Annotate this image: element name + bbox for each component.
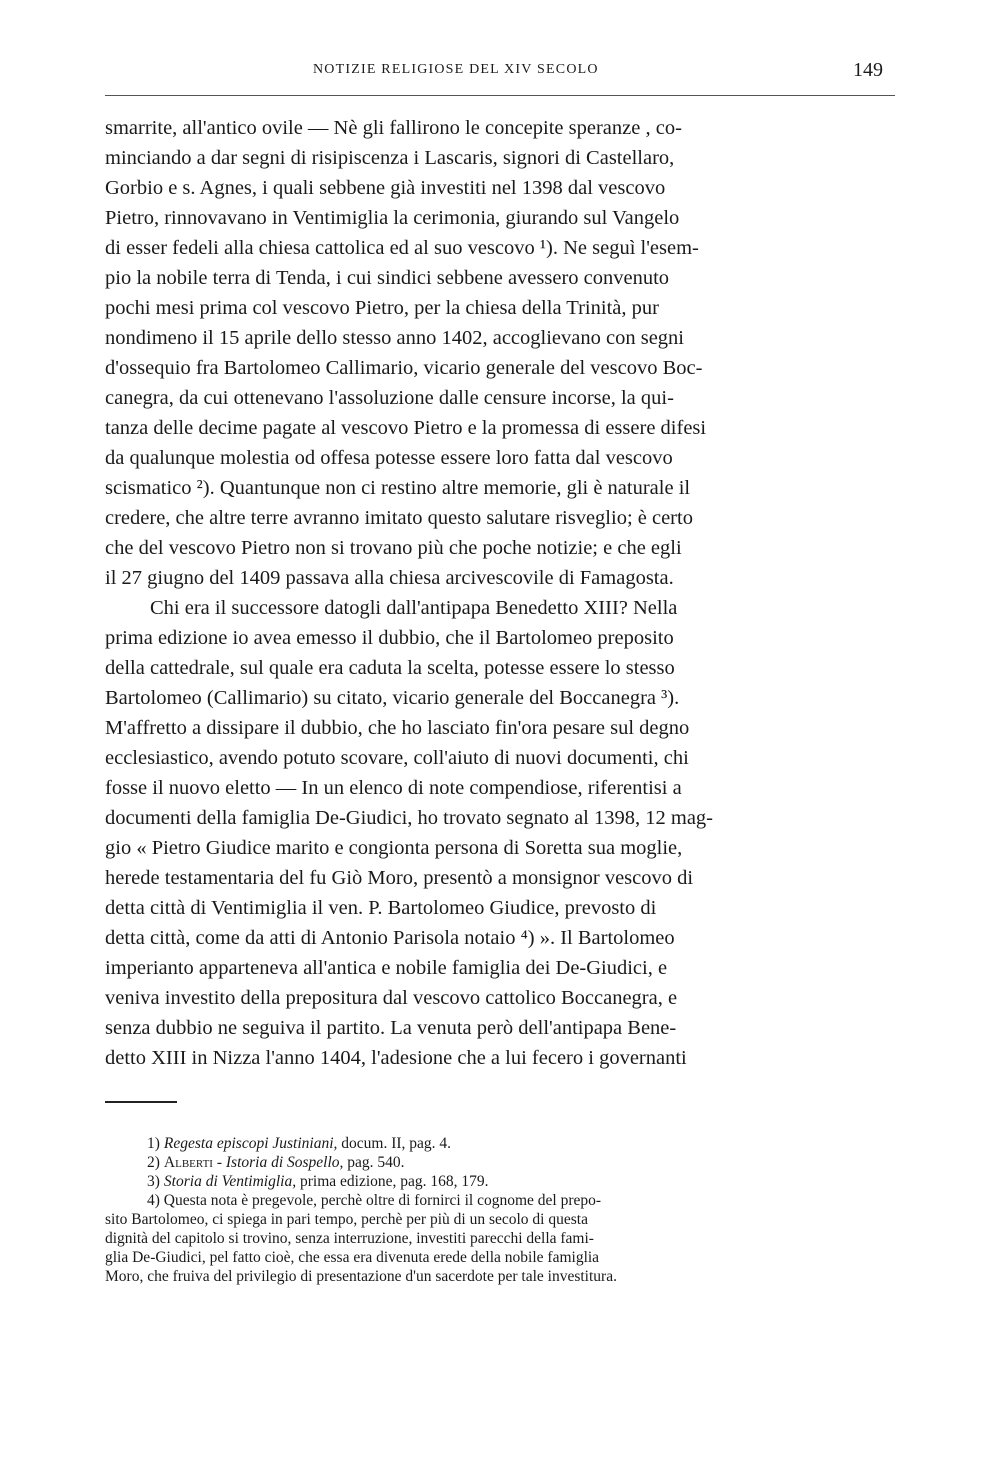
footnote-title: Istoria di Sospello, [225,1154,344,1171]
footnote-2 [105,1153,895,1172]
body-line: prima edizione io avea emesso il dubbio, che il Bartolomeo preposito [105,627,674,649]
body-line: credere, che altre terre avranno imitato questo salutare risveglio; è certo [105,507,693,529]
footnote-3 [105,1172,895,1191]
body-line: tanza delle decime pagate al vescovo Pietro e la promessa di essere difesi [105,417,707,439]
body-line: della cattedrale, sul quale era caduta la scelta, potesse essere lo stesso [105,657,675,679]
body-line: il 27 giugno del 1409 passava alla chiesa arcivescovile di Famagosta. [105,567,674,589]
footnote-separator [105,1101,177,1103]
body-line: veniva investito della prepositura dal vescovo cattolico Boccanegra, e [105,987,678,1009]
page-header [105,59,895,92]
body-line: smarrite, all'antico ovile — Nè gli fallirono le concepite speranze , co- [105,117,682,139]
body-line: Bartolomeo (Callimario) su citato, vicario generale del Boccanegra ³). [105,687,680,709]
body-line: imperianto apparteneva all'antica e nobile famiglia dei De-Giudici, e [105,957,668,979]
body-line: fosse il nuovo eletto — In un elenco di note compendiose, riferentisi a [105,777,682,799]
paragraph-start-line: Chi era il successore datogli dall'antipapa Benedetto XIII? Nella [150,597,678,619]
page-number: 149 [853,59,883,81]
running-title: NOTIZIE RELIGIOSE DEL XIV SECOLO [313,62,599,77]
footnote-4-line: dignità del capitolo si trovino, senza interruzione, investiti parecchi della fami- [105,1230,594,1247]
body-line: herede testamentaria del fu Giò Moro, presentò a monsignor vescovo di [105,867,694,889]
footnote-4-line: 4) Questa nota è pregevole, perchè oltre di fornirci il cognome del prepo- [147,1192,602,1209]
body-line: detta città, come da atti di Antonio Parisola notaio ⁴) ». Il Bartolomeo [105,927,675,949]
body-line: pochi mesi prima col vescovo Pietro, per la chiesa della Trinità, pur [105,297,659,319]
body-line: documenti della famiglia De-Giudici, ho trovato segnato al 1398, 12 mag- [105,807,714,829]
body-line: gio « Pietro Giudice marito e congionta persona di Soretta sua moglie, [105,837,683,859]
footnote-separator-text: - [212,1154,226,1171]
body-line: minciando a dar segni di risipiscenza i Lascaris, signori di Castellaro, [105,147,675,169]
body-line: da qualunque molestia od offesa potesse essere loro fatta dal vescovo [105,447,673,469]
body-line: che del vescovo Pietro non si trovano più che poche notizie; e che egli [105,537,682,559]
body-line: canegra, da cui ottenevano l'assoluzione dalle censure incorse, la qui- [105,387,674,409]
footnote-4-line: Moro, che fruiva del privilegio di presentazione d'un sacerdote per tale investitura. [105,1268,617,1285]
body-line: di esser fedeli alla chiesa cattolica ed al suo vescovo ¹). Ne seguì l'esem- [105,237,699,259]
footnote-4-line: glia De-Giudici, pel fatto cioè, che essa era divenuta erede della nobile famiglia [105,1249,600,1266]
footnote-text: pag. 540. [343,1154,405,1171]
footnote-mark: 2) [147,1154,160,1171]
footnote-title: Regesta episcopi Justiniani, [163,1135,338,1152]
body-line: scismatico ²). Quantunque non ci restino altre memorie, gli è naturale il [105,477,691,499]
footnote-title: Storia di Ventimiglia, [163,1173,297,1190]
header-rule [105,95,895,96]
body-text [105,113,895,1073]
footnote-text: prima edizione, pag. 168, 179. [296,1173,489,1190]
body-line: ecclesiastico, avendo potuto scovare, coll'aiuto di nuovi documenti, chi [105,747,689,769]
body-line: Gorbio e s. Agnes, i quali sebbene già investiti nel 1398 dal vescovo [105,177,666,199]
footnote-mark: 1) [147,1135,160,1152]
footnote-author: Alberti [163,1154,213,1171]
footnotes [105,1134,895,1286]
body-line: d'ossequio fra Bartolomeo Callimario, vicario generale del vescovo Boc- [105,357,703,379]
footnote-4-line: sito Bartolomeo, ci spiega in pari tempo, perchè per più di un secolo di questa [105,1211,588,1228]
body-line: senza dubbio ne seguiva il partito. La venuta però dell'antipapa Bene- [105,1017,677,1039]
body-line: detta città di Ventimiglia il ven. P. Bartolomeo Giudice, prevosto di [105,897,657,919]
body-line: pio la nobile terra di Tenda, i cui sindici sebbene avessero convenuto [105,267,670,289]
body-line: detto XIII in Nizza l'anno 1404, l'adesione che a lui fecero i governanti [105,1047,687,1069]
footnote-text: docum. II, pag. 4. [337,1135,452,1152]
body-line: M'affretto a dissipare il dubbio, che ho lasciato fin'ora pesare sul degno [105,717,690,739]
body-line: nondimeno il 15 aprile dello stesso anno 1402, accoglievano con segni [105,327,684,349]
footnote-mark: 3) [147,1173,160,1190]
body-line: Pietro, rinnovavano in Ventimiglia la cerimonia, giurando sul Vangelo [105,207,680,229]
footnote-1 [105,1134,895,1153]
